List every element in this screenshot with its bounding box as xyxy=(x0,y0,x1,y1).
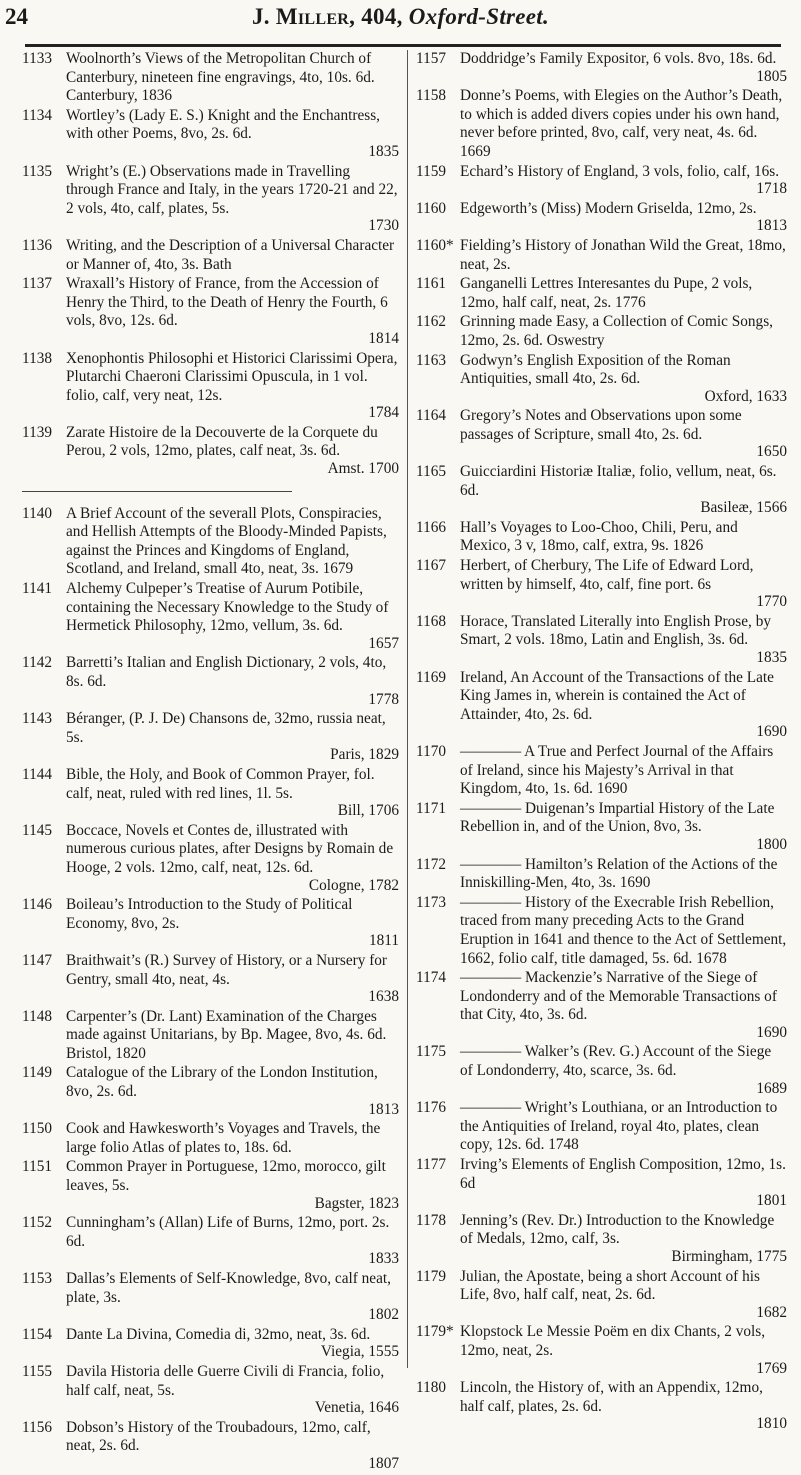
catalogue-entry xyxy=(22,1363,399,1418)
entry-text: Common Prayer in Portuguese, 12mo, morocco, gilt leaves, 5s. xyxy=(66,1158,386,1195)
entry-number: 1148 xyxy=(22,1007,53,1025)
catalogue-entry xyxy=(22,163,399,236)
entry-date: 1800 xyxy=(756,835,787,853)
entry-date: 1801 xyxy=(756,1192,787,1210)
entry-text: ———— Hamilton’s Relation of the Actions of the Inniskilling-Men, 4to, 3s. 1690 xyxy=(460,855,778,892)
entry-text: Hall’s Voyages to Loo-Choo, Chili, Peru, and Mexico, 3 v, 18mo, calf, extra, 9s. 1826 xyxy=(460,518,738,555)
catalogue-entry xyxy=(416,557,787,612)
entry-text: Wright’s (E.) Observations made in Travelling through France and Italy, in the years 1720-21 and 22, 2 vols, 4to, calf, plates, 5s. xyxy=(66,162,398,217)
entry-text: Jenning’s (Rev. Dr.) Introduction to the Knowledge of Medals, 12mo, calf, 3s. xyxy=(460,1211,775,1248)
entry-number: 1146 xyxy=(22,896,53,914)
entry-number: 1137 xyxy=(22,275,53,293)
catalogue-entry xyxy=(416,163,787,199)
entry-date: 1810 xyxy=(756,1415,787,1433)
left-entries-group-a xyxy=(22,50,399,479)
entry-number: 1149 xyxy=(22,1064,53,1082)
entry-date: Cologne, 1782 xyxy=(308,876,399,894)
entry-date: Venetia, 1646 xyxy=(314,1399,399,1417)
entry-text: Irving’s Elements of English Composition, 12mo, 1s. 6d xyxy=(460,1156,786,1192)
catalogue-entry xyxy=(416,1156,787,1211)
entry-number: 1160 xyxy=(416,199,447,217)
catalogue-entry xyxy=(22,107,399,162)
catalogue-entry xyxy=(22,580,399,653)
entry-text: Ireland, An Account of the Transactions of the Late King James in, wherein is contained the Act of Attainder, 4to, 2s. 6d. xyxy=(460,668,774,723)
entry-date: Birmingham, 1775 xyxy=(671,1248,787,1265)
entry-text: Dobson’s History of the Troubadours, 12mo, calf, neat, 2s. 6d. xyxy=(66,1418,371,1455)
entry-number: 1173 xyxy=(416,893,447,911)
catalogue-entry xyxy=(416,463,787,518)
left-entries-group-b xyxy=(22,505,399,1474)
entry-date: 1778 xyxy=(368,690,399,708)
entry-number: 1155 xyxy=(22,1362,53,1380)
entry-number: 1145 xyxy=(22,821,53,839)
catalogue-entry xyxy=(416,669,787,742)
entry-text: ———— A True and Perfect Journal of the Affairs of Ireland, since his Majesty’s Arrival in that Kingdom, 4to, 1s. 6d. 1690 xyxy=(460,742,774,798)
section-separator xyxy=(22,491,292,492)
entry-text: ———— Mackenzie’s Narrative of the Siege of Londonderry and of the Memorable Transactions of that City, 4to, 3s. 6d. xyxy=(460,969,777,1024)
entry-date: 1813 xyxy=(368,1100,399,1118)
entry-text: Dallas’s Elements of Self-Knowledge, 8vo, calf neat, plate, 3s. xyxy=(66,1270,391,1306)
catalogue-entry xyxy=(22,1419,399,1474)
entry-date: 1718 xyxy=(756,180,787,198)
header-rule xyxy=(25,44,781,47)
entry-number: 1156 xyxy=(22,1418,53,1436)
entry-text: Davila Historia delle Guerre Civili di Francia, folio, half calf, neat, 5s. xyxy=(66,1362,385,1399)
entry-number: 1139 xyxy=(22,423,53,441)
catalogue-entry xyxy=(22,1326,399,1362)
entry-date: 1833 xyxy=(368,1250,399,1268)
catalogue-entry xyxy=(22,952,399,1007)
entry-text: Braithwait’s (R.) Survey of History, or a Nursery for Gentry, small 4to, neat, 4s. xyxy=(66,951,388,988)
entry-number: 1141 xyxy=(22,580,53,598)
entry-date: 1835 xyxy=(756,649,787,666)
entry-number: 1136 xyxy=(22,236,53,254)
entry-number: 1138 xyxy=(22,349,53,367)
entry-number: 1140 xyxy=(22,504,53,522)
entry-text: Godwyn’s English Exposition of the Roman Antiquities, small 4to, 2s. 6d. xyxy=(460,351,731,388)
publisher-street: Oxford-Street. xyxy=(408,4,550,29)
catalogue-entry xyxy=(22,505,399,579)
entry-text: Barretti’s Italian and English Dictionary, 2 vols, 4to, 8s. 6d. xyxy=(66,654,387,690)
entry-number: 1160* xyxy=(416,236,454,254)
entry-number: 1162 xyxy=(416,313,447,331)
entry-text: Doddridge’s Family Expositor, 6 vols. 8vo, 18s. 6d. xyxy=(460,50,777,67)
catalogue-entry xyxy=(22,822,399,895)
catalogue-entry xyxy=(22,1270,399,1325)
entry-text: Wortley’s (Lady E. S.) Knight and the Enchantress, with other Poems, 8vo, 2s. 6d. xyxy=(66,106,380,143)
running-title xyxy=(0,4,801,30)
entry-number: 1175 xyxy=(416,1043,447,1061)
entry-number: 1163 xyxy=(416,351,447,369)
catalogue-entry xyxy=(416,894,787,968)
entry-text: Fielding’s History of Jonathan Wild the Great, 18mo, neat, 2s. xyxy=(460,236,786,273)
entry-text: Zarate Histoire de la Decouverte de la Corquete du Perou, 2 vols, 12mo, plates, calf neat, 3s. 6d. xyxy=(66,423,378,460)
entry-number: 1177 xyxy=(416,1156,447,1174)
entry-text: Writing, and the Description of a Universal Character or Manner of, 4to, 3s. Bath xyxy=(66,236,395,273)
entry-text: Gregory’s Notes and Observations upon some passages of Scripture, small 4to, 2s. 6d. xyxy=(460,407,742,443)
entry-date: Amst. 1700 xyxy=(327,460,399,478)
catalogue-entry xyxy=(22,350,399,423)
entry-number: 1164 xyxy=(416,407,447,425)
catalogue-entry xyxy=(416,1323,787,1378)
entry-text: ———— History of the Execrable Irish Rebellion, traced from many preceding Acts to the Grand Eruption in 1641 and thence to the Act of Settlement, 1662, folio calf, title damaged, 5s. 6d. 1678 xyxy=(460,893,787,967)
catalogue-entry xyxy=(416,856,787,893)
entry-number: 1179* xyxy=(416,1323,454,1341)
catalogue-entry xyxy=(22,1158,399,1213)
entry-date: 1769 xyxy=(756,1359,787,1377)
catalogue-entry xyxy=(416,407,787,462)
catalogue-entry xyxy=(416,1268,787,1323)
left-column xyxy=(22,50,399,1475)
catalogue-entry xyxy=(416,237,787,274)
entry-number: 1152 xyxy=(22,1214,53,1232)
entry-number: 1158 xyxy=(416,87,447,105)
catalogue-entry xyxy=(416,743,787,799)
catalogue-entry xyxy=(416,50,787,86)
catalogue-entry xyxy=(416,200,787,236)
entry-text: Boileau’s Introduction to the Study of Political Economy, 8vo, 2s. xyxy=(66,896,353,932)
catalogue-entry xyxy=(416,969,787,1042)
entry-number: 1142 xyxy=(22,654,53,672)
entry-text: Echard’s History of England, 3 vols, folio, calf, 16s. xyxy=(460,162,780,180)
catalogue-entry xyxy=(416,275,787,312)
entry-date: 1811 xyxy=(368,932,399,950)
entry-number: 1154 xyxy=(22,1325,53,1343)
entry-number: 1179 xyxy=(416,1267,447,1285)
catalogue-entry xyxy=(22,1120,399,1157)
catalogue-entry xyxy=(416,1379,787,1434)
entry-text: Xenophontis Philosophi et Historici Clarissimi Opera, Plutarchi Chaeroni Clarissimi Opuscula, in 1 vol. folio, calf, very neat, 12s. xyxy=(66,349,398,404)
entry-text: Ganganelli Lettres Interesantes du Pupe, 2 vols, 12mo, half calf, neat, 2s. 1776 xyxy=(460,275,753,311)
entry-number: 1159 xyxy=(416,162,447,180)
catalogue-entry xyxy=(22,896,399,951)
entry-date: 1770 xyxy=(756,593,787,611)
entry-text: Woolnorth’s Views of the Metropolitan Church of Canterbury, nineteen fine engravings, 4to, 10s. 6d. Canterbury, 1836 xyxy=(66,50,375,105)
entry-text: Lincoln, the History of, with an Appendix, 12mo, half calf, plates, 2s. 6d. xyxy=(460,1379,763,1415)
entry-number: 1171 xyxy=(416,799,447,817)
entry-number: 1168 xyxy=(416,612,447,630)
entry-text: Cook and Hawkesworth’s Voyages and Travels, the large folio Atlas of plates to, 18s. 6d. xyxy=(66,1120,381,1156)
page-header xyxy=(0,0,801,40)
entry-number: 1178 xyxy=(416,1211,447,1229)
entry-number: 1166 xyxy=(416,518,447,536)
entry-number: 1172 xyxy=(416,855,447,873)
entry-text: Donne’s Poems, with Elegies on the Author’s Death, to which is added divers copies under his own hand, never before printed, 8vo, calf, very neat, 4s. 6d. 1669 xyxy=(460,87,783,160)
entry-text: Bible, the Holy, and Book of Common Prayer, fol. calf, neat, ruled with red lines, 1l. 5s. xyxy=(66,765,375,802)
entry-text: Herbert, of Cherbury, The Life of Edward Lord, written by himself, 4to, calf, fine port. 6s xyxy=(460,557,754,593)
entry-date: 1690 xyxy=(756,723,787,741)
entry-date: 1813 xyxy=(756,217,787,235)
catalogue-entry xyxy=(22,1008,399,1064)
catalogue-entry xyxy=(22,710,399,765)
entry-text: ———— Wright’s Louthiana, or an Introduction to the Antiquities of Ireland, royal 4to, plates, clean copy, 12s. 6d. 1748 xyxy=(460,1099,778,1154)
entry-number: 1134 xyxy=(22,106,53,124)
entry-number: 1169 xyxy=(416,668,447,686)
entry-number: 1135 xyxy=(22,162,53,180)
entry-number: 1153 xyxy=(22,1270,53,1287)
entry-number: 1161 xyxy=(416,275,447,293)
right-entries xyxy=(416,50,787,1434)
page-number: 24 xyxy=(5,4,28,29)
catalogue-entry xyxy=(22,1064,399,1119)
catalogue-entry xyxy=(416,1099,787,1155)
entry-text: Béranger, (P. J. De) Chansons de, 32mo, russia neat, 5s. xyxy=(66,710,386,746)
entry-date: 1802 xyxy=(368,1306,399,1324)
entry-date: Bagster, 1823 xyxy=(314,1194,399,1212)
entry-number: 1176 xyxy=(416,1099,447,1117)
catalogue-entry xyxy=(416,613,787,668)
entry-date: Oxford, 1633 xyxy=(704,387,787,405)
catalogue-entry xyxy=(416,313,787,350)
entry-date: 1638 xyxy=(368,988,399,1006)
entry-date: 1682 xyxy=(756,1303,787,1321)
catalogue-entry xyxy=(416,519,787,556)
catalogue-entry xyxy=(22,766,399,821)
entry-text: Grinning made Easy, a Collection of Comic Songs, 12mo, 2s. 6d. Oswestry xyxy=(460,313,773,349)
entry-date: Bill, 1706 xyxy=(337,802,399,820)
entry-text: Klopstock Le Messie Poëm en dix Chants, 2 vols, 12mo, neat, 2s. xyxy=(460,1323,766,1359)
entry-number: 1143 xyxy=(22,710,53,728)
entry-text: Carpenter’s (Dr. Lant) Examination of the Charges made against Unitarians, by Bp. Magee, 8vo, 4s. 6d. Bristol, 1820 xyxy=(66,1007,387,1062)
entry-number: 1167 xyxy=(416,557,447,575)
entry-text: ———— Duigenan’s Impartial History of the Late Rebellion in, and of the Union, 8vo, 3s. xyxy=(460,799,775,836)
catalogue-entry xyxy=(416,352,787,407)
entry-text: Dante La Divina, Comedia di, 32mo, neat, 3s. 6d. xyxy=(66,1325,371,1343)
entry-text: A Brief Account of the severall Plots, Conspiracies, and Hellish Attempts of the Bloody-Minded Papists, against the Princes and Kingdoms of England, Scotland, and Ireland, small 4to, neat, 3s. 1679 xyxy=(66,504,387,578)
entry-number: 1165 xyxy=(416,463,447,481)
entry-number: 1157 xyxy=(416,50,447,67)
entry-number: 1151 xyxy=(22,1158,53,1176)
entry-date: 1835 xyxy=(368,142,399,160)
column-divider xyxy=(407,50,408,1368)
catalogue-entry xyxy=(22,275,399,348)
catalogue-entry xyxy=(416,800,787,855)
entry-text: Wraxall’s History of France, from the Accession of Henry the Third, to the Death of Henry the Fourth, 6 vols, 8vo, 12s. 6d. xyxy=(66,275,388,330)
entry-number: 1150 xyxy=(22,1120,53,1138)
catalogue-entry xyxy=(416,1043,787,1098)
catalogue-entry xyxy=(416,87,787,161)
entry-number: 1144 xyxy=(22,765,53,783)
entry-number: 1180 xyxy=(416,1379,447,1397)
entry-number: 1174 xyxy=(416,969,447,987)
entry-date: 1807 xyxy=(368,1454,399,1472)
entry-date: 1784 xyxy=(368,404,399,422)
entry-date: Basileæ, 1566 xyxy=(700,499,787,517)
catalogue-entry xyxy=(22,1214,399,1269)
entry-text: Horace, Translated Literally into English Prose, by Smart, 2 vols. 18mo, Latin and English, 3s. 6d. xyxy=(460,612,771,649)
entry-text: Catalogue of the Library of the London Institution, 8vo, 2s. 6d. xyxy=(66,1064,378,1101)
entry-date: 1690 xyxy=(756,1023,787,1041)
entry-date: 1814 xyxy=(368,329,399,347)
entry-date: 1805 xyxy=(756,67,787,85)
entry-date: Viegia, 1555 xyxy=(320,1343,399,1361)
catalogue-entry xyxy=(22,654,399,709)
entry-text: ———— Walker’s (Rev. G.) Account of the Siege of Londonderry, 4to, scarce, 3s. 6d. xyxy=(460,1043,772,1080)
entry-date: 1650 xyxy=(756,443,787,461)
entry-number: 1133 xyxy=(22,50,53,67)
entry-date: 1730 xyxy=(368,217,399,235)
entry-text: Boccace, Novels et Contes de, illustrated with numerous curious plates, after Designs by Romain de Hooge, 2 vols. 12mo, calf, neat, 12s. 6d. xyxy=(66,821,394,876)
entry-date: Paris, 1829 xyxy=(330,746,399,764)
right-column xyxy=(416,50,787,1435)
entry-text: Julian, the Apostate, being a short Account of his Life, 8vo, half calf, neat, 2s. 6d. xyxy=(460,1267,760,1304)
entry-text: Guicciardini Historiæ Italiæ, folio, vellum, neat, 6s. 6d. xyxy=(460,463,777,499)
entry-number: 1170 xyxy=(416,742,447,760)
publisher-name: J. Miller, 404, xyxy=(251,4,403,29)
entry-text: Alchemy Culpeper’s Treatise of Aurum Potibile, containing the Necessary Knowledge to the Study of Hermetick Philosophy, 12mo, vellum, 3s. 6d. xyxy=(66,580,389,635)
entry-text: Cunningham’s (Allan) Life of Burns, 12mo, port. 2s. 6d. xyxy=(66,1214,390,1250)
catalogue-entry xyxy=(416,1212,787,1267)
catalogue-entry xyxy=(22,237,399,274)
catalogue-entry xyxy=(22,50,399,106)
entry-number: 1147 xyxy=(22,951,53,969)
entry-date: 1689 xyxy=(756,1079,787,1097)
entry-date: 1657 xyxy=(368,634,399,652)
entry-text: Edgeworth’s (Miss) Modern Griselda, 12mo, 2s. xyxy=(460,199,757,217)
catalogue-entry xyxy=(22,424,399,479)
